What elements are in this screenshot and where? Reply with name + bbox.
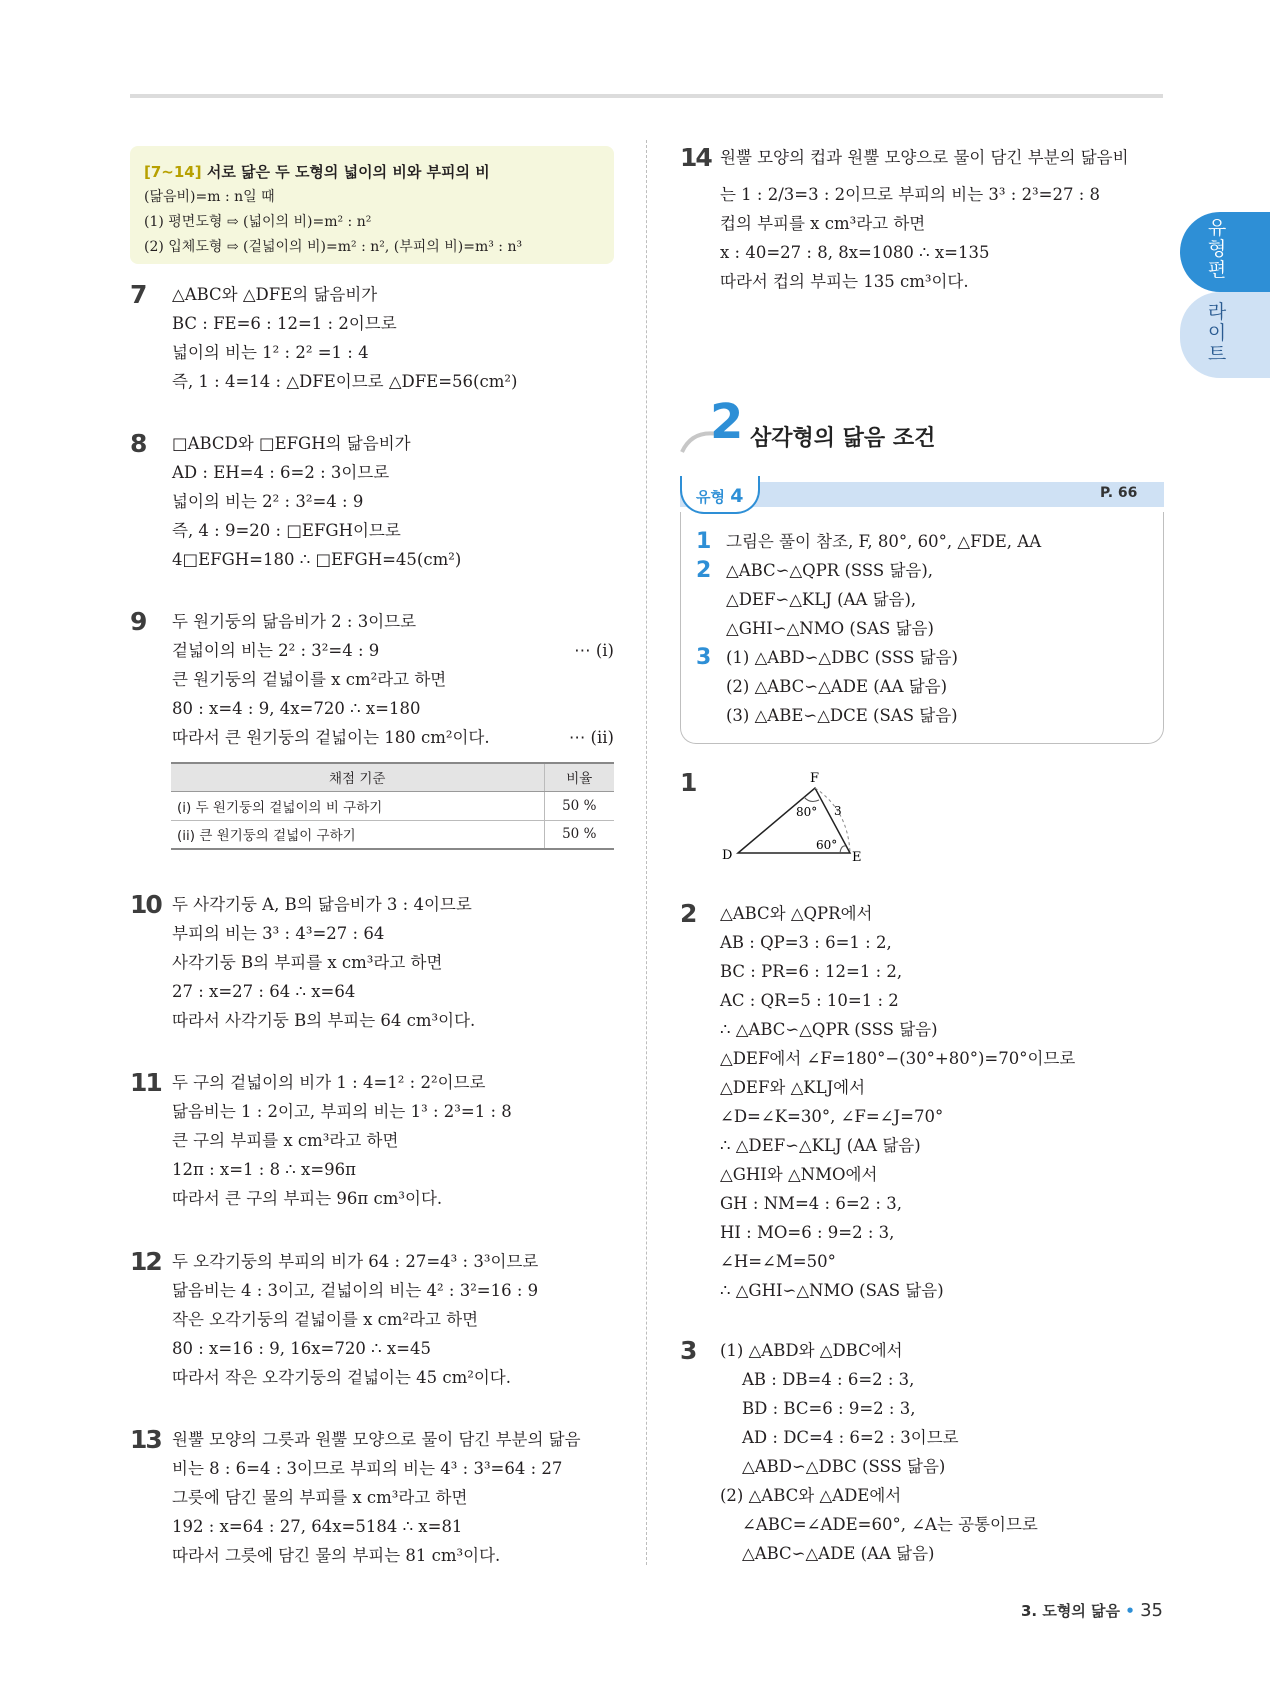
problem-line: x : 40=27 : 8, 8x=1080 ∴ x=135: [720, 243, 990, 262]
summary-title: [144, 160, 604, 185]
problem-line: 닮음비는 4 : 3이고, 겉넓이의 비는 4² : 3²=16 : 9: [172, 1281, 539, 1300]
summary-title-text: 서로 닮은 두 도형의 넓이의 비와 부피의 비: [206, 163, 490, 181]
problem-line: 두 오각기둥의 부피의 비가 64 : 27=4³ : 3³이므로: [172, 1252, 539, 1271]
problem-line: 작은 오각기둥의 겉넓이를 x cm²라고 하면: [172, 1310, 479, 1329]
summary-line: (1) 평면도형 ⇨ (넓이의 비)=m² : n²: [144, 214, 372, 230]
answer-line: (2) △ABC∽△ADE (AA 닮음): [726, 677, 948, 696]
problem-line: □ABCD와 □EFGH의 닮음비가: [172, 434, 411, 453]
summary-line: (2) 입체도형 ⇨ (겉넓이의 비)=m² : n², (부피의 비)=m³ : n³: [144, 239, 523, 255]
solution-line: AB : QP=3 : 6=1 : 2,: [720, 933, 892, 952]
problem-line: 4□EFGH=180 ∴ □EFGH=45(cm²): [172, 550, 462, 569]
tab-light[interactable]: [1180, 292, 1270, 378]
problem-number: 10: [130, 890, 161, 919]
tab-type-edition-label: 유형편: [1207, 217, 1227, 281]
problem-number: 13: [130, 1425, 161, 1454]
problem-line: 두 원기둥의 닮음비가 2 : 3이므로: [172, 612, 417, 631]
problem-line: AD : EH=4 : 6=2 : 3이므로: [172, 463, 390, 482]
problem-number: 9: [130, 607, 146, 636]
solution-line: (2) △ABC와 △ADE에서: [720, 1486, 902, 1505]
problem-line-with-mark: [172, 723, 614, 752]
solution-line: AD : DC=4 : 6=2 : 3이므로: [742, 1428, 959, 1447]
solution-line: ∠H=∠M=50°: [720, 1252, 836, 1271]
problem-line: 원뿔 모양의 그릇과 원뿔 모양으로 물이 담긴 부분의 닮음: [172, 1430, 581, 1449]
problem-line-text: 겉넓이의 비는 2² : 3²=4 : 9: [172, 641, 380, 660]
angle-arc-f: [804, 797, 819, 801]
solution-line: HI : MO=6 : 9=2 : 3,: [720, 1223, 895, 1242]
answer-line: △DEF∽△KLJ (AA 닮음),: [726, 590, 917, 609]
type-badge: [680, 476, 760, 514]
angle-label-f: 80°: [796, 805, 818, 819]
solution-line: ∴ △GHI∽△NMO (SAS 닮음): [720, 1281, 944, 1300]
angle-arc-e: [840, 846, 846, 853]
problem-number: 7: [130, 280, 146, 309]
problem-line: 넓이의 비는 1² : 2² =1 : 4: [172, 343, 369, 362]
footer-chapter: 3. 도형의 닮음: [1021, 1602, 1121, 1620]
problem-number: 14: [680, 143, 711, 172]
vertex-label-d: D: [722, 848, 733, 863]
grading-table: [171, 762, 614, 850]
solution-line: BC : PR=6 : 12=1 : 2,: [720, 962, 903, 981]
problem-line: BC : FE=6 : 12=1 : 2이므로: [172, 314, 397, 333]
side-label: 3: [834, 804, 842, 818]
footer-bullet: •: [1125, 1602, 1135, 1620]
solution-line: △GHI와 △NMO에서: [720, 1165, 878, 1184]
answer-line: △ABC∽△QPR (SSS 닮음),: [726, 561, 934, 580]
solution-line: △DEF에서 ∠F=180°−(30°+80°)=70°이므로: [720, 1049, 1076, 1068]
problem-line: 따라서 큰 구의 부피는 96π cm³이다.: [172, 1189, 443, 1208]
solution-number: 1: [680, 768, 696, 797]
problem-line: 넓이의 비는 2² : 3²=4 : 9: [172, 492, 364, 511]
solution-line: AB : DB=4 : 6=2 : 3,: [742, 1370, 915, 1389]
column-divider: [646, 140, 647, 1565]
problem-line: 즉, 4 : 9=20 : □EFGH이므로: [172, 521, 401, 540]
solution-number: 3: [680, 1336, 696, 1365]
problem-line: 192 : x=64 : 27, 64x=5184 ∴ x=81: [172, 1517, 463, 1536]
solution-line: △DEF와 △KLJ에서: [720, 1078, 866, 1097]
angle-label-e: 60°: [816, 838, 838, 852]
grading-header-criterion: 채점 기준: [171, 763, 544, 791]
problem-line: 따라서 사각기둥 B의 부피는 64 cm³이다.: [172, 1011, 476, 1030]
problem-number: 8: [130, 429, 146, 458]
answer-line: (1) △ABD∽△DBC (SSS 닮음): [726, 648, 958, 667]
table-row: [171, 820, 614, 849]
problem-number: 12: [130, 1247, 161, 1276]
summary-box: [130, 146, 614, 264]
solution-line: ∠D=∠K=30°, ∠F=∠J=70°: [720, 1107, 944, 1126]
problem-line: 그릇에 담긴 물의 부피를 x cm³라고 하면: [172, 1488, 468, 1507]
problem-line: 두 구의 겉넓이의 비가 1 : 4=1² : 2²이므로: [172, 1073, 486, 1092]
problem-line: 비는 8 : 6=4 : 3이므로 부피의 비는 4³ : 3³=64 : 27: [172, 1459, 563, 1478]
problem-number: 11: [130, 1068, 161, 1097]
vertex-label-e: E: [852, 850, 862, 865]
step-mark: ⋯ (i): [574, 641, 614, 660]
problem-line: 80 : x=4 : 9, 4x=720 ∴ x=180: [172, 699, 421, 718]
solution-line: ∴ △ABC∽△QPR (SSS 닮음): [720, 1020, 938, 1039]
solution-line: (1) △ABD와 △DBC에서: [720, 1341, 903, 1360]
summary-range: [7~14]: [144, 163, 202, 181]
problem-line: 원뿔 모양의 컵과 원뿔 모양으로 물이 담긴 부분의 닮음비: [720, 148, 1129, 167]
problem-line: 는 1 : 2/3=3 : 2이므로 부피의 비는 3³ : 2³=27 : 8: [720, 185, 1101, 204]
grading-ratio: 50 %: [544, 791, 614, 820]
answer-line: 그림은 풀이 참조, F, 80°, 60°, △FDE, AA: [726, 532, 1042, 551]
problem-line-with-mark: [172, 636, 614, 665]
solution-line: AC : QR=5 : 10=1 : 2: [720, 991, 899, 1010]
top-rule: [130, 94, 1163, 98]
problem-line: 따라서 컵의 부피는 135 cm³이다.: [720, 272, 969, 291]
problem-line: 컵의 부피를 x cm³라고 하면: [720, 214, 926, 233]
solution-number: 2: [680, 899, 696, 928]
answer-number: 3: [696, 645, 712, 670]
problem-line: 큰 구의 부피를 x cm³라고 하면: [172, 1131, 399, 1150]
problem-line: 80 : x=16 : 9, 16x=720 ∴ x=45: [172, 1339, 431, 1358]
vertex-label-f: F: [810, 771, 820, 786]
answer-line: △GHI∽△NMO (SAS 닮음): [726, 619, 934, 638]
solution-line: ∠ABC=∠ADE=60°, ∠A는 공통이므로: [742, 1515, 1038, 1534]
problem-line: 닮음비는 1 : 2이고, 부피의 비는 1³ : 2³=1 : 8: [172, 1102, 512, 1121]
problem-line: 즉, 1 : 4=14 : △DFE이므로 △DFE=56(cm²): [172, 372, 518, 391]
solution-line: △ABD∽△DBC (SSS 닮음): [742, 1457, 946, 1476]
grading-header-ratio: 비율: [544, 763, 614, 791]
type-number: 4: [730, 485, 744, 507]
problem-line: 사각기둥 B의 부피를 x cm³라고 하면: [172, 953, 443, 972]
type-label: 유형: [696, 488, 725, 506]
grading-criterion: (ii) 큰 원기둥의 겉넓이 구하기: [171, 820, 544, 849]
answer-line: (3) △ABE∽△DCE (SAS 닮음): [726, 706, 958, 725]
solution-line: ∴ △DEF∽△KLJ (AA 닮음): [720, 1136, 921, 1155]
tab-light-label: 라이트: [1207, 301, 1227, 365]
answer-number: 2: [696, 558, 712, 583]
problem-line: 두 사각기둥 A, B의 닮음비가 3 : 4이므로: [172, 895, 472, 914]
solution-line: △ABC∽△ADE (AA 닮음): [742, 1544, 935, 1563]
section-number: 2: [710, 394, 744, 450]
grading-criterion: (i) 두 원기둥의 겉넓이의 비 구하기: [171, 791, 544, 820]
problem-line-text: 따라서 큰 원기둥의 겉넓이는 180 cm²이다.: [172, 728, 490, 747]
problem-line: 27 : x=27 : 64 ∴ x=64: [172, 982, 356, 1001]
triangle-figure: [718, 770, 868, 870]
grading-ratio: 50 %: [544, 820, 614, 849]
problem-line: 큰 원기둥의 겉넓이를 x cm²라고 하면: [172, 670, 447, 689]
problem-line: 따라서 작은 오각기둥의 겉넓이는 45 cm²이다.: [172, 1368, 511, 1387]
step-mark: ⋯ (ii): [568, 728, 614, 747]
problem-line: △ABC와 △DFE의 닮음비가: [172, 285, 378, 304]
page-number: 35: [1140, 1600, 1163, 1621]
problem-line: 따라서 그릇에 담긴 물의 부피는 81 cm³이다.: [172, 1546, 501, 1565]
page-footer: [1021, 1600, 1163, 1621]
section-title: 삼각형의 닮음 조건: [750, 426, 936, 451]
tab-type-edition[interactable]: [1180, 212, 1270, 292]
answer-number: 1: [696, 529, 712, 554]
solution-line: GH : NM=4 : 6=2 : 3,: [720, 1194, 902, 1213]
table-row: [171, 791, 614, 820]
summary-line: (닮음비)=m : n일 때: [144, 189, 275, 205]
problem-line: 12π : x=1 : 8 ∴ x=96π: [172, 1160, 357, 1179]
problem-line: 부피의 비는 3³ : 4³=27 : 64: [172, 924, 385, 943]
type-page-ref: P. 66: [1100, 485, 1138, 501]
solution-line: △ABC와 △QPR에서: [720, 904, 873, 923]
solution-line: BD : BC=6 : 9=2 : 3,: [742, 1399, 916, 1418]
